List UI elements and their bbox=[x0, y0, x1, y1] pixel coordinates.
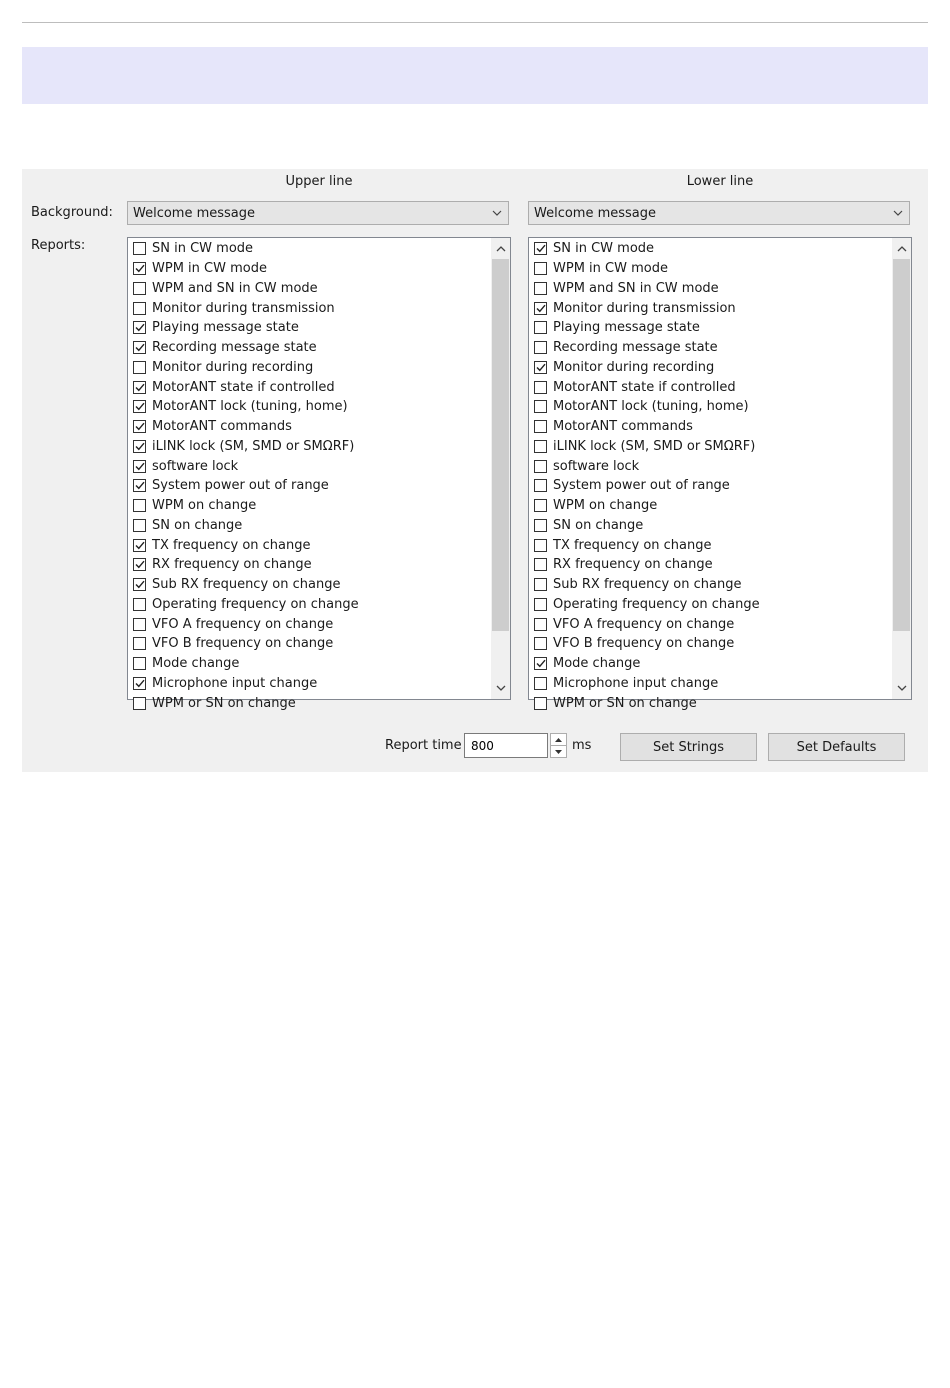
report-label: software lock bbox=[152, 458, 239, 474]
background-label: Background: bbox=[31, 205, 113, 220]
report-label: Mode change bbox=[152, 656, 240, 672]
list-item[interactable] bbox=[529, 654, 891, 674]
report-label: Playing message state bbox=[553, 320, 700, 336]
report-label: WPM and SN in CW mode bbox=[152, 280, 318, 296]
check-icon bbox=[135, 422, 145, 431]
report-label: MotorANT lock (tuning, home) bbox=[553, 399, 749, 415]
report-checkbox[interactable] bbox=[534, 697, 547, 710]
report-label: iLINK lock (SM, SMD or SMΩRF) bbox=[152, 438, 355, 454]
check-icon bbox=[135, 541, 145, 550]
list-item[interactable] bbox=[529, 358, 891, 378]
report-time-input[interactable] bbox=[464, 733, 548, 758]
list-item[interactable] bbox=[529, 496, 891, 516]
report-label: VFO B frequency on change bbox=[152, 636, 334, 652]
report-label: VFO B frequency on change bbox=[553, 636, 735, 652]
check-icon bbox=[135, 323, 145, 332]
report-checkbox[interactable] bbox=[133, 499, 146, 512]
report-checkbox[interactable] bbox=[133, 381, 146, 394]
report-label: WPM and SN in CW mode bbox=[553, 280, 719, 296]
check-icon bbox=[536, 363, 546, 372]
report-checkbox[interactable] bbox=[534, 341, 547, 354]
list-item[interactable] bbox=[529, 259, 891, 279]
lower-reports-scrollbar[interactable] bbox=[892, 238, 911, 699]
report-checkbox[interactable] bbox=[133, 618, 146, 631]
list-item[interactable] bbox=[529, 298, 891, 318]
list-item[interactable] bbox=[128, 516, 490, 536]
report-checkbox[interactable] bbox=[133, 400, 146, 413]
report-checkbox[interactable] bbox=[133, 361, 146, 374]
list-item[interactable] bbox=[128, 496, 490, 516]
check-icon bbox=[135, 264, 145, 273]
set-defaults-button[interactable]: Set Defaults bbox=[768, 733, 905, 761]
report-label: WPM on change bbox=[152, 498, 257, 514]
report-label: Playing message state bbox=[152, 320, 299, 336]
report-checkbox[interactable] bbox=[534, 539, 547, 552]
report-checkbox[interactable] bbox=[534, 420, 547, 433]
list-item[interactable] bbox=[529, 338, 891, 358]
scroll-down-icon[interactable] bbox=[491, 679, 510, 697]
check-icon bbox=[536, 304, 546, 313]
check-icon bbox=[135, 442, 145, 451]
check-icon bbox=[135, 462, 145, 471]
report-label: SN in CW mode bbox=[152, 241, 254, 257]
report-checkbox[interactable] bbox=[534, 381, 547, 394]
report-checkbox[interactable] bbox=[534, 677, 547, 690]
list-item[interactable] bbox=[128, 535, 490, 555]
spin-up-icon[interactable] bbox=[551, 734, 566, 745]
report-checkbox[interactable] bbox=[133, 420, 146, 433]
report-checkbox[interactable] bbox=[534, 302, 547, 315]
reports-label: Reports: bbox=[31, 238, 86, 253]
report-time-label: Report time bbox=[385, 738, 462, 753]
list-item[interactable] bbox=[529, 318, 891, 338]
lower-line-header: Lower line bbox=[686, 174, 754, 189]
report-checkbox[interactable] bbox=[534, 618, 547, 631]
list-item[interactable] bbox=[128, 456, 490, 476]
report-label: System power out of range bbox=[553, 478, 730, 494]
list-item[interactable] bbox=[529, 693, 891, 713]
list-item[interactable] bbox=[128, 674, 490, 694]
report-label: Sub RX frequency on change bbox=[553, 577, 742, 593]
report-checkbox[interactable] bbox=[133, 302, 146, 315]
list-item[interactable] bbox=[529, 476, 891, 496]
check-icon bbox=[135, 679, 145, 688]
report-label: SN in CW mode bbox=[553, 241, 655, 257]
upper-background-value: Welcome message bbox=[133, 205, 256, 221]
list-item[interactable] bbox=[529, 456, 891, 476]
chevron-down-icon bbox=[887, 210, 909, 216]
upper-reports-items bbox=[128, 239, 490, 713]
report-checkbox[interactable] bbox=[534, 637, 547, 650]
report-label: SN on change bbox=[152, 517, 243, 533]
list-item[interactable] bbox=[128, 417, 490, 437]
report-label: MotorANT state if controlled bbox=[152, 379, 335, 395]
list-item[interactable] bbox=[529, 397, 891, 417]
list-item[interactable] bbox=[529, 417, 891, 437]
report-checkbox[interactable] bbox=[534, 361, 547, 374]
check-icon bbox=[135, 383, 145, 392]
list-item[interactable] bbox=[128, 634, 490, 654]
report-label: Microphone input change bbox=[152, 675, 318, 691]
report-label: Operating frequency on change bbox=[152, 596, 359, 612]
report-label: VFO A frequency on change bbox=[553, 616, 735, 632]
list-item[interactable] bbox=[128, 338, 490, 358]
list-item[interactable] bbox=[128, 654, 490, 674]
list-item[interactable] bbox=[529, 535, 891, 555]
report-checkbox[interactable] bbox=[133, 282, 146, 295]
report-checkbox[interactable] bbox=[133, 558, 146, 571]
list-item[interactable] bbox=[128, 239, 490, 259]
report-label: WPM or SN on change bbox=[553, 695, 697, 711]
report-label: TX frequency on change bbox=[553, 537, 712, 553]
report-label: System power out of range bbox=[152, 478, 329, 494]
report-checkbox[interactable] bbox=[534, 578, 547, 591]
report-label: MotorANT state if controlled bbox=[553, 379, 736, 395]
set-strings-button[interactable]: Set Strings bbox=[620, 733, 757, 761]
list-item[interactable] bbox=[128, 377, 490, 397]
check-icon bbox=[135, 481, 145, 490]
list-item[interactable] bbox=[529, 674, 891, 694]
list-item[interactable] bbox=[128, 298, 490, 318]
report-checkbox[interactable] bbox=[534, 479, 547, 492]
report-checkbox[interactable] bbox=[534, 460, 547, 473]
list-item[interactable] bbox=[529, 437, 891, 457]
scroll-thumb[interactable] bbox=[492, 259, 509, 631]
report-checkbox[interactable] bbox=[534, 657, 547, 670]
scroll-up-icon[interactable] bbox=[892, 240, 911, 258]
upper-line-header: Upper line bbox=[285, 174, 353, 189]
check-icon bbox=[536, 244, 546, 253]
lower-reports-items bbox=[529, 239, 891, 713]
list-item[interactable] bbox=[128, 259, 490, 279]
report-time-spinner[interactable] bbox=[550, 733, 567, 758]
report-label: Monitor during recording bbox=[553, 359, 715, 375]
report-checkbox[interactable] bbox=[534, 242, 547, 255]
report-checkbox[interactable] bbox=[133, 637, 146, 650]
report-checkbox[interactable] bbox=[133, 341, 146, 354]
list-item[interactable] bbox=[529, 279, 891, 299]
check-icon bbox=[135, 402, 145, 411]
list-item[interactable] bbox=[529, 239, 891, 259]
banner bbox=[22, 47, 928, 104]
report-label: RX frequency on change bbox=[152, 557, 312, 573]
list-item[interactable] bbox=[128, 575, 490, 595]
scroll-up-icon[interactable] bbox=[491, 240, 510, 258]
report-checkbox[interactable] bbox=[133, 578, 146, 591]
report-label: Monitor during transmission bbox=[553, 300, 736, 316]
check-icon bbox=[135, 580, 145, 589]
list-item[interactable] bbox=[128, 614, 490, 634]
list-item[interactable] bbox=[128, 437, 490, 457]
report-checkbox[interactable] bbox=[133, 460, 146, 473]
upper-reports-list[interactable] bbox=[127, 237, 511, 711]
report-label: VFO A frequency on change bbox=[152, 616, 334, 632]
lower-background-select[interactable] bbox=[528, 201, 910, 225]
report-label: MotorANT lock (tuning, home) bbox=[152, 399, 348, 415]
report-checkbox[interactable] bbox=[534, 321, 547, 334]
report-checkbox[interactable] bbox=[133, 539, 146, 552]
report-checkbox[interactable] bbox=[534, 519, 547, 532]
scroll-thumb[interactable] bbox=[893, 259, 910, 631]
report-label: TX frequency on change bbox=[152, 537, 311, 553]
lower-background-value: Welcome message bbox=[534, 205, 657, 221]
report-label: Monitor during recording bbox=[152, 359, 314, 375]
report-checkbox[interactable] bbox=[534, 499, 547, 512]
report-checkbox[interactable] bbox=[133, 440, 146, 453]
check-icon bbox=[135, 560, 145, 569]
list-item[interactable] bbox=[529, 634, 891, 654]
spin-down-icon[interactable] bbox=[551, 745, 566, 757]
report-checkbox[interactable] bbox=[133, 262, 146, 275]
report-checkbox[interactable] bbox=[133, 657, 146, 670]
report-checkbox[interactable] bbox=[133, 598, 146, 611]
report-checkbox[interactable] bbox=[133, 519, 146, 532]
list-item[interactable] bbox=[128, 555, 490, 575]
report-checkbox[interactable] bbox=[534, 400, 547, 413]
report-label: WPM or SN on change bbox=[152, 695, 296, 711]
list-item[interactable] bbox=[128, 358, 490, 378]
report-label: Operating frequency on change bbox=[553, 596, 760, 612]
list-item[interactable] bbox=[529, 555, 891, 575]
upper-reports-scrollbar[interactable] bbox=[491, 238, 510, 699]
report-label: WPM on change bbox=[553, 498, 658, 514]
report-checkbox[interactable] bbox=[133, 321, 146, 334]
ms-unit-label: ms bbox=[572, 738, 592, 753]
report-label: MotorANT commands bbox=[152, 419, 292, 435]
list-item[interactable] bbox=[529, 595, 891, 615]
report-checkbox[interactable] bbox=[534, 558, 547, 571]
report-label: iLINK lock (SM, SMD or SMΩRF) bbox=[553, 438, 756, 454]
report-checkbox[interactable] bbox=[133, 677, 146, 690]
list-item[interactable] bbox=[529, 575, 891, 595]
report-checkbox[interactable] bbox=[133, 697, 146, 710]
report-label: WPM in CW mode bbox=[553, 261, 668, 277]
top-divider bbox=[22, 22, 928, 23]
list-item[interactable] bbox=[529, 614, 891, 634]
check-icon bbox=[135, 343, 145, 352]
list-item[interactable] bbox=[529, 516, 891, 536]
report-label: SN on change bbox=[553, 517, 644, 533]
upper-background-select[interactable] bbox=[127, 201, 509, 225]
report-label: WPM in CW mode bbox=[152, 261, 267, 277]
report-label: Recording message state bbox=[152, 340, 317, 356]
list-item[interactable] bbox=[128, 476, 490, 496]
scroll-down-icon[interactable] bbox=[892, 679, 911, 697]
report-label: RX frequency on change bbox=[553, 557, 713, 573]
chevron-down-icon bbox=[486, 210, 508, 216]
list-item[interactable] bbox=[128, 279, 490, 299]
report-checkbox[interactable] bbox=[534, 598, 547, 611]
report-label: software lock bbox=[553, 458, 640, 474]
report-checkbox[interactable] bbox=[534, 282, 547, 295]
report-checkbox[interactable] bbox=[534, 440, 547, 453]
report-label: Microphone input change bbox=[553, 675, 719, 691]
list-item[interactable] bbox=[128, 595, 490, 615]
list-item[interactable] bbox=[128, 397, 490, 417]
report-checkbox[interactable] bbox=[133, 479, 146, 492]
report-label: Monitor during transmission bbox=[152, 300, 335, 316]
report-label: MotorANT commands bbox=[553, 419, 693, 435]
report-label: Mode change bbox=[553, 656, 641, 672]
lower-reports-list[interactable] bbox=[528, 237, 912, 711]
report-label: Recording message state bbox=[553, 340, 718, 356]
report-checkbox[interactable] bbox=[133, 242, 146, 255]
report-checkbox[interactable] bbox=[534, 262, 547, 275]
list-item[interactable] bbox=[128, 693, 490, 713]
list-item[interactable] bbox=[529, 377, 891, 397]
list-item[interactable] bbox=[128, 318, 490, 338]
report-label: Sub RX frequency on change bbox=[152, 577, 341, 593]
check-icon bbox=[536, 659, 546, 668]
